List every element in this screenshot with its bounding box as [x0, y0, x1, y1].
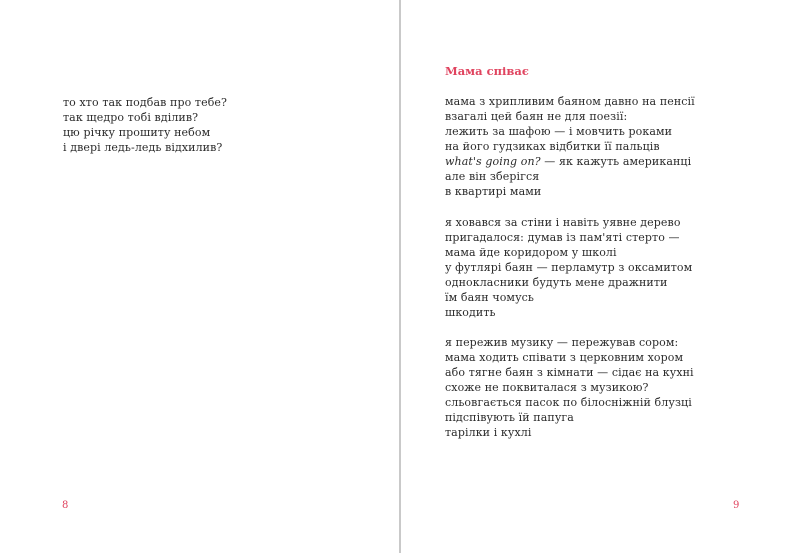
left-page [0, 0, 399, 553]
poem-line-italic: what's going on? [445, 155, 541, 168]
poem-line: і двері ледь-ледь відхилив? [63, 141, 223, 154]
poem-line: їм баян чомусь [445, 290, 534, 304]
poem-line: в квартирі мами [445, 185, 542, 198]
poem-line: сльовгається пасок по білосніжній блузці [445, 396, 692, 409]
page-number-right: 9 [733, 500, 740, 511]
poem-line: цю річку прошиту небом [63, 126, 211, 139]
poem-line-rest: — як кажуть американці [540, 155, 692, 168]
poem-title: Мама співає [445, 64, 529, 78]
poem-line: пригадалося: думав із пам'яті стерто — [445, 230, 680, 244]
poem-line: схоже не поквиталася з музикою? [445, 381, 649, 394]
poem-line: або тягне баян з кімнати — сідає на кухні [445, 366, 694, 379]
poem-line: мама з хрипливим баяном давно на пенсії [445, 95, 695, 108]
poem-line: мама ходить співати з церковним хором [445, 351, 684, 364]
poem-line: так щедро тобі вділив? [63, 111, 199, 124]
poem-line: я пережив музику — пережував сором: [445, 336, 679, 349]
poem-line: підспівують їй папуга [445, 411, 574, 424]
stanza-gap [445, 199, 695, 215]
poem-line: на його гудзиках відбитки її пальців [445, 140, 660, 153]
poem-line: мама йде коридором у школі [445, 245, 617, 259]
stanza-gap [445, 320, 695, 336]
poem-line: взагалі цей баян не для поезії: [445, 110, 628, 123]
poem-line [445, 154, 695, 169]
poem-line: однокласники будуть мене дражнити [445, 275, 668, 289]
right-poem [445, 94, 695, 440]
poem-line: але він зберігся [445, 170, 540, 183]
poem-line: то хто так подбав про тебе? [63, 96, 228, 109]
left-poem [63, 95, 227, 155]
poem-line: шкодить [445, 305, 496, 319]
page-number-left: 8 [62, 500, 69, 511]
poem-line: лежить за шафою — і мовчить роками [445, 125, 673, 138]
poem-line: у футлярі баян — перламутр з оксамитом [445, 260, 693, 274]
poem-line: тарілки і кухлі [445, 426, 532, 439]
poem-line: я ховався за стіни і навіть уявне дерево [445, 215, 681, 229]
